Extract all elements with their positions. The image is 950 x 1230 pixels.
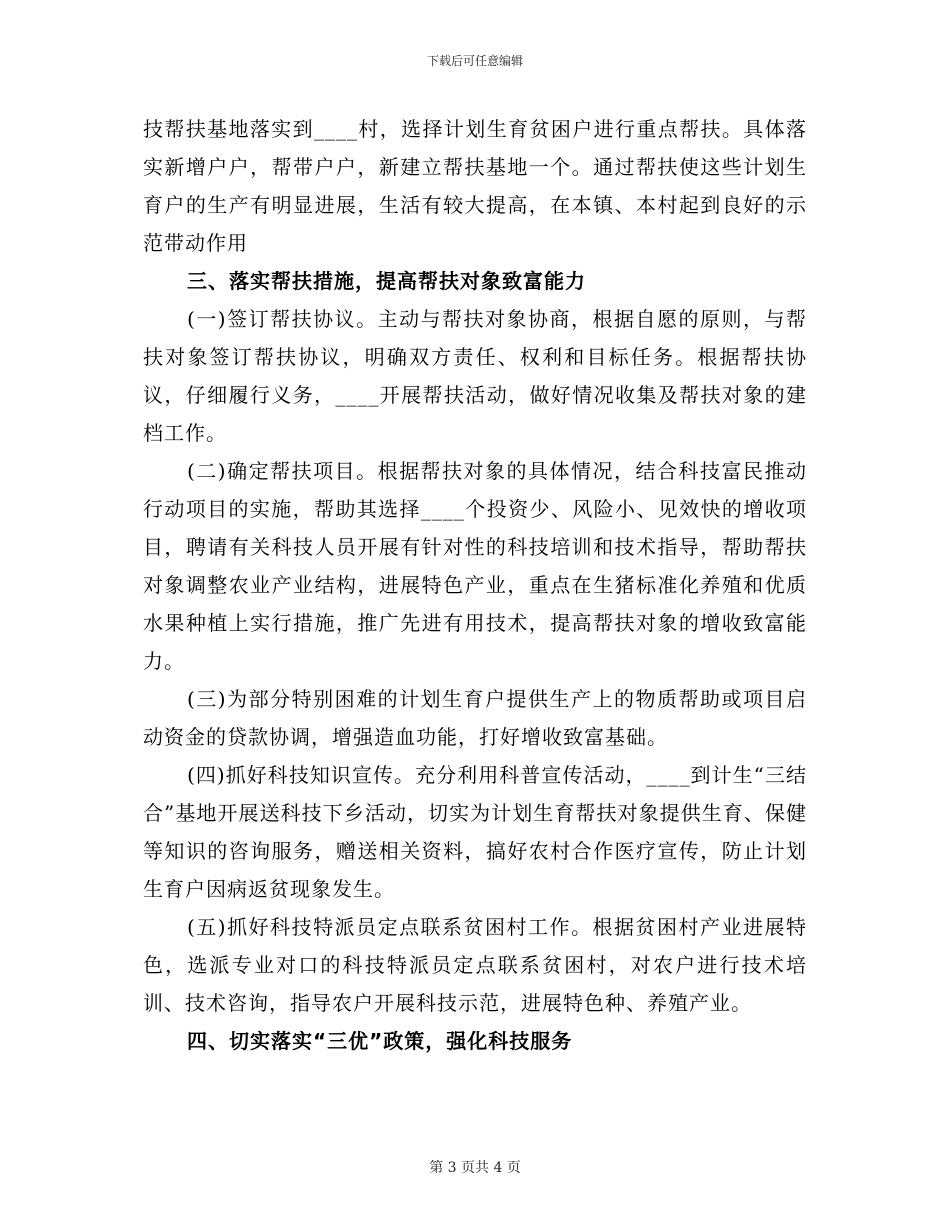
paragraph-item-3: (三)为部分特别困难的计划生育户提供生产上的物质帮助或项目启动资金的贷款协调，增强造血功能，打好增收致富基础。 <box>143 687 807 749</box>
section-heading-4: 四、切实落实“三优”政策，强化科技服务 <box>187 1029 573 1053</box>
page-footer: 第 3 页共 4 页 <box>429 1160 521 1176</box>
paragraph-item-1: (一)签订帮扶协议。主动与帮扶对象协商，根据自愿的原则，与帮扶对象签订帮扶协议，明确双方责任、权利和目标任务。根据帮扶协议，仔细履行义务，____开展帮扶活动，做好情况收集及帮扶对象的建档工作。 <box>143 307 807 445</box>
paragraph-item-4: (四)抓好科技知识宣传。充分利用科普宣传活动，____到计生“三结合”基地开展送科技下乡活动，切实为计划生育帮扶对象提供生育、保健等知识的咨询服务，赠送相关资料，搞好农村合作医疗宣传，防止计划生育户因病返贫现象发生。 <box>143 763 807 901</box>
section-heading-3: 三、落实帮扶措施，提高帮扶对象致富能力 <box>187 269 586 293</box>
paragraph-continuation: 技帮扶基地落实到____村，选择计划生育贫困户进行重点帮扶。具体落实新增户户，帮带户户，新建立帮扶基地一个。通过帮扶使这些计划生育户的生产有明显进展，生活有较大提高，在本镇、本村起到良好的示范带动作用 <box>143 117 807 255</box>
paragraph-item-5: (五)抓好科技特派员定点联系贫困村工作。根据贫困村产业进展特色，选派专业对口的科技特派员定点联系贫困村，对农户进行技术培训、技术咨询，指导农户开展科技示范，进展特色种、养殖产业。 <box>143 915 807 1015</box>
document-body <box>143 110 807 1060</box>
page-header: 下载后可任意编辑 <box>426 54 523 68</box>
paragraph-item-2: (二)确定帮扶项目。根据帮扶对象的具体情况，结合科技富民推动行动项目的实施，帮助其选择____个投资少、风险小、见效快的增收项目，聘请有关科技人员开展有针对性的科技培训和技术指导，帮助帮扶对象调整农业产业结构，进展特色产业，重点在生猪标准化养殖和优质水果种植上实行措施，推广先进有用技术，提高帮扶对象的增收致富能力。 <box>143 459 807 673</box>
